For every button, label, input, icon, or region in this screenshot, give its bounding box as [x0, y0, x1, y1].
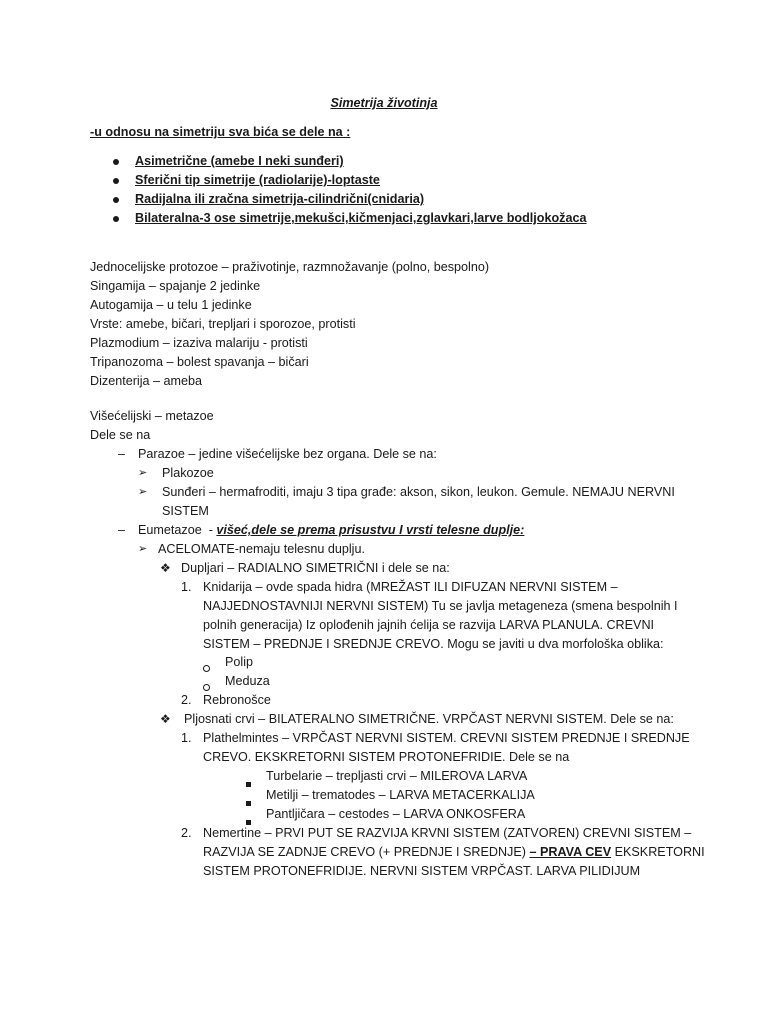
text-line: Plazmodium – izaziva malariju - protisti: [90, 336, 308, 350]
text-line: Tripanozoma – bolest spavanja – bičari: [90, 355, 309, 369]
bullet-icon: [113, 197, 119, 203]
text-line: polnih generacija) Iz oplođenih jajnih ćelija se razvija LARVA PLANULA. CREVNI: [203, 618, 655, 632]
list-item: Radijalna ili zračna simetrija-cilindrični(cnidaria): [90, 190, 587, 209]
arrow-bullet-icon: ➢: [138, 543, 148, 555]
text-line: Autogamija – u telu 1 jedinke: [90, 298, 252, 312]
bullet-icon: [113, 178, 119, 184]
text-line: Singamija – spajanje 2 jedinke: [90, 279, 261, 293]
document-page: Simetrija životinja -u odnosu na simetriju sva bića se dele na : Asimetrične (amebe I neki sunđeri) Sferični tip simetrije (radiolarije)-loptaste Radijalna ili zračna simetrija-cilindrični(cnidaria) Bilateralna-3 ose simetrije,mekušci,kičmenjaci,zglavkari,larve bodljokožaca Jednocelijske protozoe – praživotinje, razmnožavanje (polno, bespolno) Singamija – spajanje 2 jedinke Autogamija – u telu 1 jedinke Vrste: amebe, bičari, trepljari i sporozoe, protisti Plazmodium – izaziva malariju - protisti Tripanozoma – bolest spavanja – bičari Dizenterija – ameba Višećelijski – metazoe Dele se na – Parazoe – jedine višećelijske bez organa. Dele se na: ➢ Plakozoe ➢ Sunđeri – hermafroditi, imaju 3 tipa građe: akson, sikon, leukon. Gemule. NEMAJU NERVNI SISTEM – Eumetazoe - višeć,dele se prema prisustvu I vrsti telesne duplje: ➢ ACELOMATE-nemaju telesnu duplju. ❖ Dupljari – RADIALNO SIMETRIČNI i dele se na: 1. Knidarija – ovde spada hidra (MREŽAST ILI DIFUZAN NERVNI SISTEM – NAJJEDNOSTAVNIJI NERVNI SISTEM) Tu se javlja metageneza (smena bespolnih I polnih generacija) Iz oplođenih jajnih ćelija se razvija LARVA PLANULA. CREVNI SISTEM – PREDNJE I SREDNJE CREVO. Mogu se javiti u dva morfološka oblika: Polip Meduza 2. Rebronošce ❖ Pljosnati crvi – BILATERALNO SIMETRIČNE. VRPČAST NERVNI SISTEM. Dele se na: 1. Plathelmintes – VRPČAST NERVNI SISTEM. CREVNI SISTEM PREDNJE I SREDNJE CREVO. EKSKRETORNI SISTEM PROTONEFRIDIE. Dele se na Turbelarie – trepljasti crvi – MILEROVA LARVA Metilji – trematodes – LARVA METACERKALIJA Pantljičara – cestodes – LARVA ONKOSFERA 2. Nemertine – PRVI PUT SE RAZVIJA KRVNI SISTEM (ZATVOREN) CREVNI SISTEM – RAZVIJA SE ZADNJE CREVO (+ PREDNJE I SREDNJE) – PRAVA CEV EKSKRETORNI SISTEM PROTONEFRIDIJE. NERVNI SISTEM VRPČAST. LARVA PILIDIJUM: [0, 0, 768, 1024]
list-item: Bilateralna-3 ose simetrije,mekušci,kičmenjaci,zglavkari,larve bodljokožaca: [90, 209, 587, 228]
circle-bullet-icon: [203, 684, 210, 691]
text-line: Dele se na: [90, 428, 151, 442]
dash-marker: –: [118, 523, 126, 537]
text-line: CREVO. EKSKRETORNI SISTEM PROTONEFRIDIE. Dele se na: [203, 750, 570, 764]
list-item: Asimetrične (amebe I neki sunđeri): [90, 152, 587, 171]
intro-line: -u odnosu na simetriju sva bića se dele na :: [90, 125, 351, 139]
text-line: RAZVIJA SE ZADNJE CREVO (+ PREDNJE I SREDNJE) – PRAVA CEV EKSKRETORNI: [203, 845, 705, 859]
metazoa-header: [90, 407, 214, 445]
circle-bullet-icon: [203, 665, 210, 672]
text-line: Jednocelijske protozoe – praživotinje, razmnožavanje (polno, bespolno): [90, 260, 490, 274]
emphasis-text: – PRAVA CEV: [529, 845, 612, 859]
bullet-icon: [113, 159, 119, 165]
text-line: Vrste: amebe, bičari, trepljari i sporozoe, protisti: [90, 317, 356, 331]
diamond-bullet-icon: ❖: [160, 712, 171, 726]
arrow-bullet-icon: ➢: [138, 467, 148, 479]
diamond-bullet-icon: ❖: [160, 561, 171, 575]
dash-marker: –: [118, 447, 126, 461]
text-line: Dizenterija – ameba: [90, 374, 203, 388]
list-item: Sferični tip simetrije (radiolarije)-loptaste: [90, 171, 587, 190]
text-line: SISTEM – PREDNJE I SREDNJE CREVO. Mogu se javiti u dva morfološka oblika:: [203, 637, 664, 651]
bullet-icon: [113, 216, 119, 222]
symmetry-list: [90, 152, 587, 228]
square-bullet-icon: [246, 801, 251, 806]
section-heading: Višećelijski – metazoe: [90, 409, 214, 423]
protozoa-section: [90, 258, 489, 391]
arrow-bullet-icon: ➢: [138, 486, 148, 498]
text-line: SISTEM PROTONEFRIDIJE. NERVNI SISTEM VRPČAST. LARVA PILIDIJUM: [203, 864, 641, 878]
square-bullet-icon: [246, 782, 251, 787]
text-line: NAJJEDNOSTAVNIJI NERVNI SISTEM) Tu se javlja metageneza (smena bespolnih I: [203, 599, 678, 613]
page-title: Simetrija životinja: [330, 96, 438, 110]
text-line: SISTEM: [162, 504, 209, 518]
